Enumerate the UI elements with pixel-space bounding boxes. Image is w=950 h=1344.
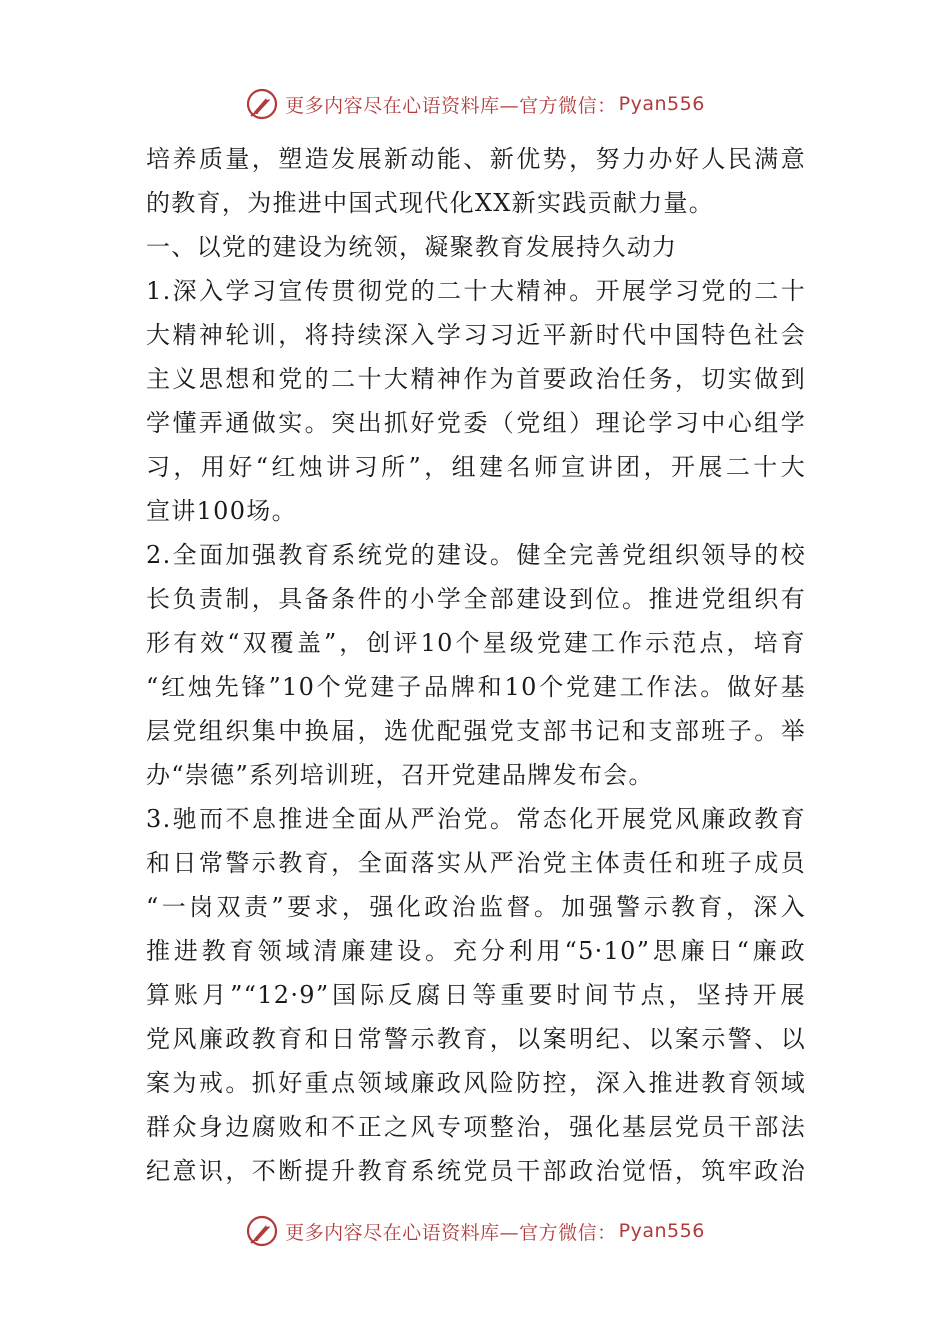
text-line: 纪意识，不断提升教育系统党员干部政治觉悟，筑牢政治 [146,1157,806,1185]
text-line: 3.驰而不息推进全面从严治党。常态化开展党风廉政教育 [146,805,806,833]
text-line: 2.全面加强教育系统党的建设。健全完善党组织领导的校 [146,541,806,569]
document-body [146,137,806,1193]
text-line: 案为戒。抓好重点领域廉政风险防控，深入推进教育领域 [146,1069,806,1097]
pen-nib-logo-icon [245,87,279,121]
text-line: 长负责制，具备条件的小学全部建设到位。推进党组织有 [146,585,806,613]
watermark-wechat-id: Pyan556 [618,93,705,115]
text-line: 习，用好“红烛讲习所”，组建名师宣讲团，开展二十大 [146,453,806,481]
text-line: “红烛先锋”10个党建子品牌和10个党建工作法。做好基 [146,673,806,701]
watermark-footer [0,1211,950,1251]
pen-nib-logo-icon [245,1214,279,1248]
text-line: 层党组织集中换届，选优配强党支部书记和支部班子。举 [146,717,806,745]
watermark-wechat-id: Pyan556 [618,1220,705,1242]
text-line: 党风廉政教育和日常警示教育，以案明纪、以案示警、以 [146,1025,806,1053]
text-line: 主义思想和党的二十大精神作为首要政治任务，切实做到 [146,365,806,393]
text-line: 形有效“双覆盖”，创评10个星级党建工作示范点，培育 [146,629,806,657]
text-line: 学懂弄通做实。突出抓好党委（党组）理论学习中心组学 [146,409,806,437]
text-line: 1.深入学习宣传贯彻党的二十大精神。开展学习党的二十 [146,277,806,305]
text-line: 群众身边腐败和不正之风专项整治，强化基层党员干部法 [146,1113,806,1141]
text-line: 培养质量，塑造发展新动能、新优势，努力办好人民满意 [146,145,806,173]
text-line: 的教育，为推进中国式现代化XX新实践贡献力量。 [146,189,715,217]
section-heading: 一、以党的建设为统领，凝聚教育发展持久动力 [146,233,678,261]
watermark-text: 更多内容尽在心语资料库—官方微信： [285,94,617,117]
watermark-header [0,84,950,124]
text-line: 推进教育领域清廉建设。充分利用“5·10”思廉日“廉政 [146,937,806,965]
text-line: 和日常警示教育，全面落实从严治党主体责任和班子成员 [146,849,806,877]
text-line: 大精神轮训，将持续深入学习习近平新时代中国特色社会 [146,321,806,349]
text-line: 宣讲100场。 [146,497,297,525]
text-line: 办“崇德”系列培训班，召开党建品牌发布会。 [146,761,654,789]
text-line: “一岗双责”要求，强化政治监督。加强警示教育，深入 [146,893,806,921]
watermark-text: 更多内容尽在心语资料库—官方微信： [285,1221,617,1244]
text-line: 算账月”“12·9”国际反腐日等重要时间节点，坚持开展 [146,981,806,1009]
